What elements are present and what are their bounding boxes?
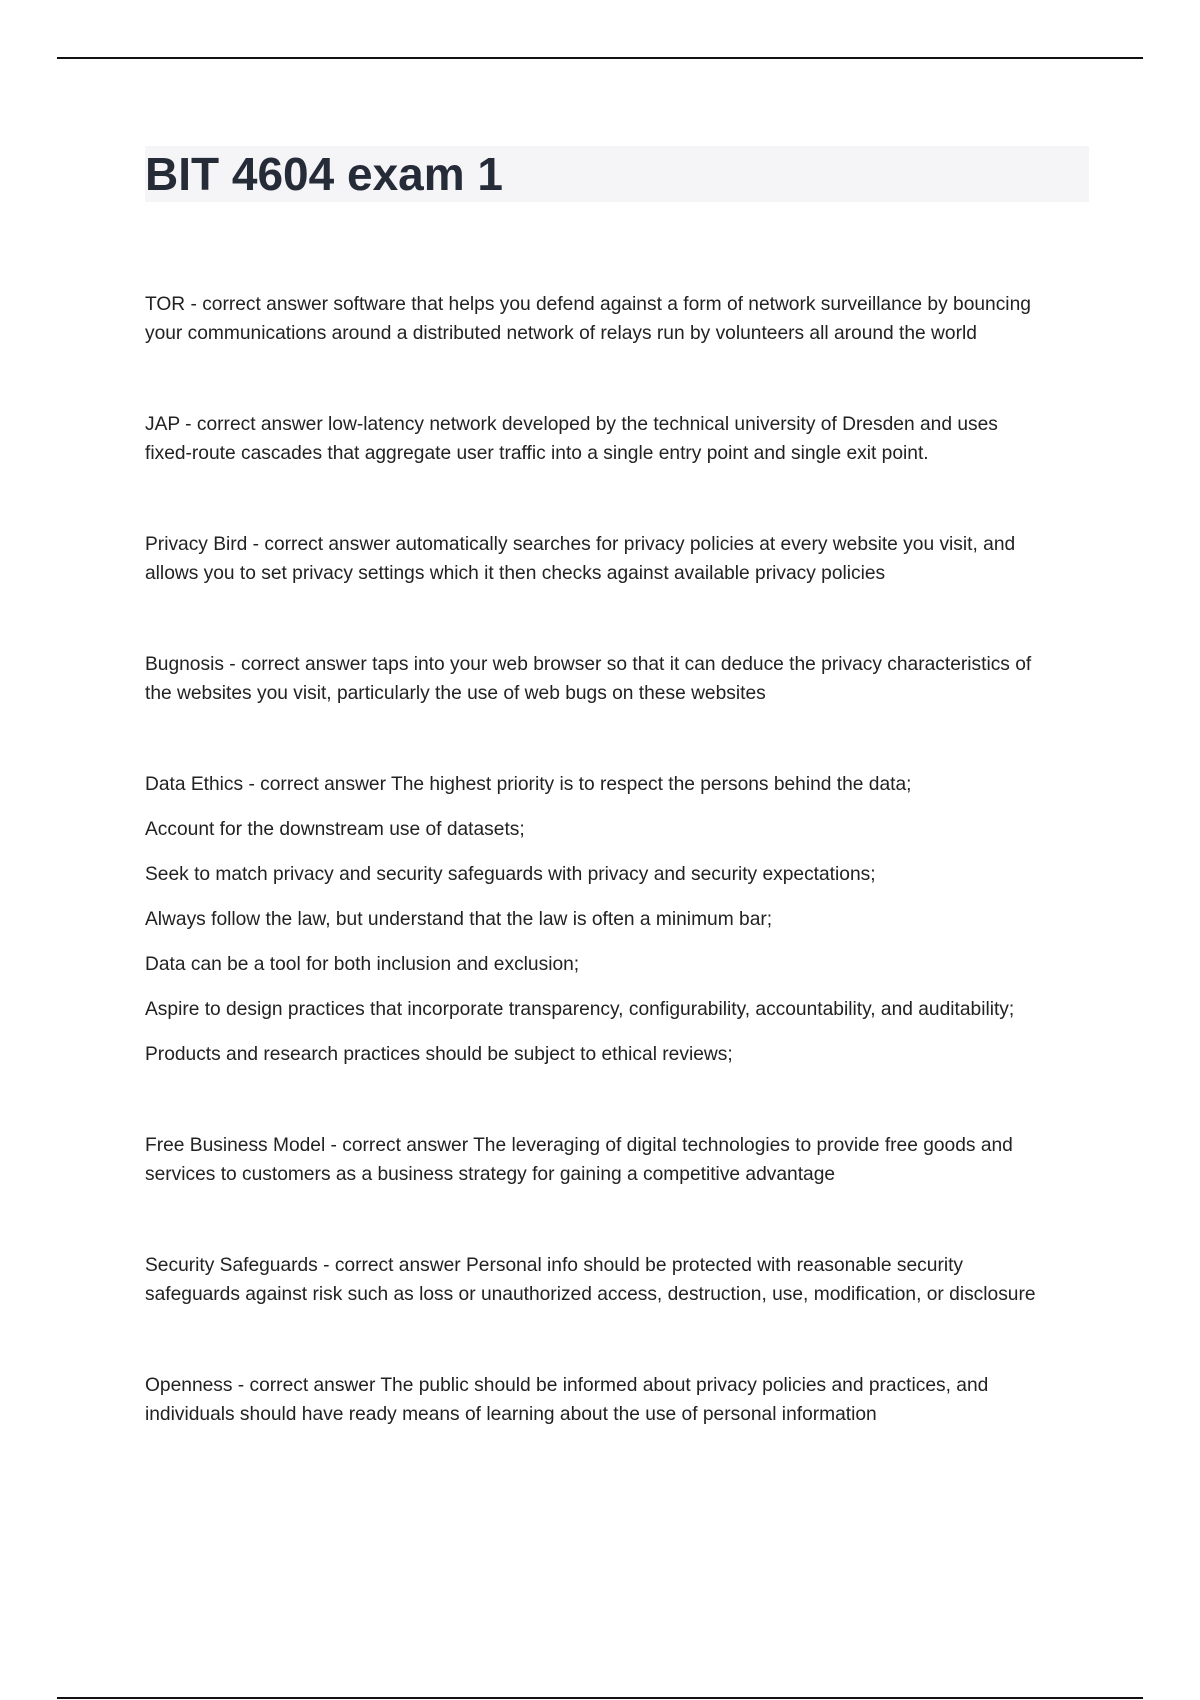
entry-text-line: Always follow the law, but understand that the law is often a minimum bar; (145, 909, 773, 930)
entry-text-line: Aspire to design practices that incorporate transparency, configurability, accountability, and auditability; (145, 999, 1015, 1020)
entry-text-line: Seek to match privacy and security safeguards with privacy and security expectations; (145, 864, 876, 885)
entry-text-line: services to customers as a business strategy for gaining a competitive advantage (145, 1164, 836, 1185)
entry-text-line: Products and research practices should be subject to ethical reviews; (145, 1044, 733, 1065)
entry-tor (145, 290, 1095, 348)
entry-security-safeguards (145, 1251, 1095, 1309)
entry-text-line: Security Safeguards - correct answer Personal info should be protected with reasonable security (145, 1255, 964, 1276)
entry-text-line: your communications around a distributed network of relays run by volunteers all around the world (145, 323, 977, 344)
entry-openness (145, 1371, 1095, 1429)
document-title: BIT 4604 exam 1 (145, 148, 504, 200)
entry-text-line: fixed-route cascades that aggregate user traffic into a single entry point and single exit point. (145, 443, 929, 464)
entry-text-line: JAP - correct answer low-latency network developed by the technical university of Dresden and uses (145, 414, 998, 435)
entry-text-line: Free Business Model - correct answer The leveraging of digital technologies to provide free goods and (145, 1135, 1013, 1156)
flashcard-list (145, 290, 1095, 1491)
entry-text-line: Account for the downstream use of datasets; (145, 819, 525, 840)
entry-text-line: Privacy Bird - correct answer automatically searches for privacy policies at every website you visit, and (145, 534, 1016, 555)
entry-privacy-bird (145, 530, 1095, 588)
entry-text-line: the websites you visit, particularly the use of web bugs on these websites (145, 683, 766, 704)
entry-text-line: Openness - correct answer The public should be informed about privacy policies and practices, and (145, 1375, 989, 1396)
entry-bugnosis (145, 650, 1095, 708)
entry-text-line: TOR - correct answer software that helps you defend against a form of network surveillance by bouncing (145, 294, 1031, 315)
entry-data-ethics (145, 770, 1095, 1069)
bottom-rule (57, 1697, 1143, 1699)
entry-text-line: Data Ethics - correct answer The highest priority is to respect the persons behind the data; (145, 774, 912, 795)
entry-text-line: Bugnosis - correct answer taps into your web browser so that it can deduce the privacy characteristics of (145, 654, 1032, 675)
top-rule (57, 57, 1143, 59)
entry-jap (145, 410, 1095, 468)
entry-free-business-model (145, 1131, 1095, 1189)
entry-text-line: individuals should have ready means of learning about the use of personal information (145, 1404, 877, 1425)
entry-text-line: allows you to set privacy settings which it then checks against available privacy policies (145, 563, 886, 584)
entry-text-line: Data can be a tool for both inclusion and exclusion; (145, 954, 580, 975)
entry-text-line: safeguards against risk such as loss or unauthorized access, destruction, use, modification, or disclosure (145, 1284, 1036, 1305)
